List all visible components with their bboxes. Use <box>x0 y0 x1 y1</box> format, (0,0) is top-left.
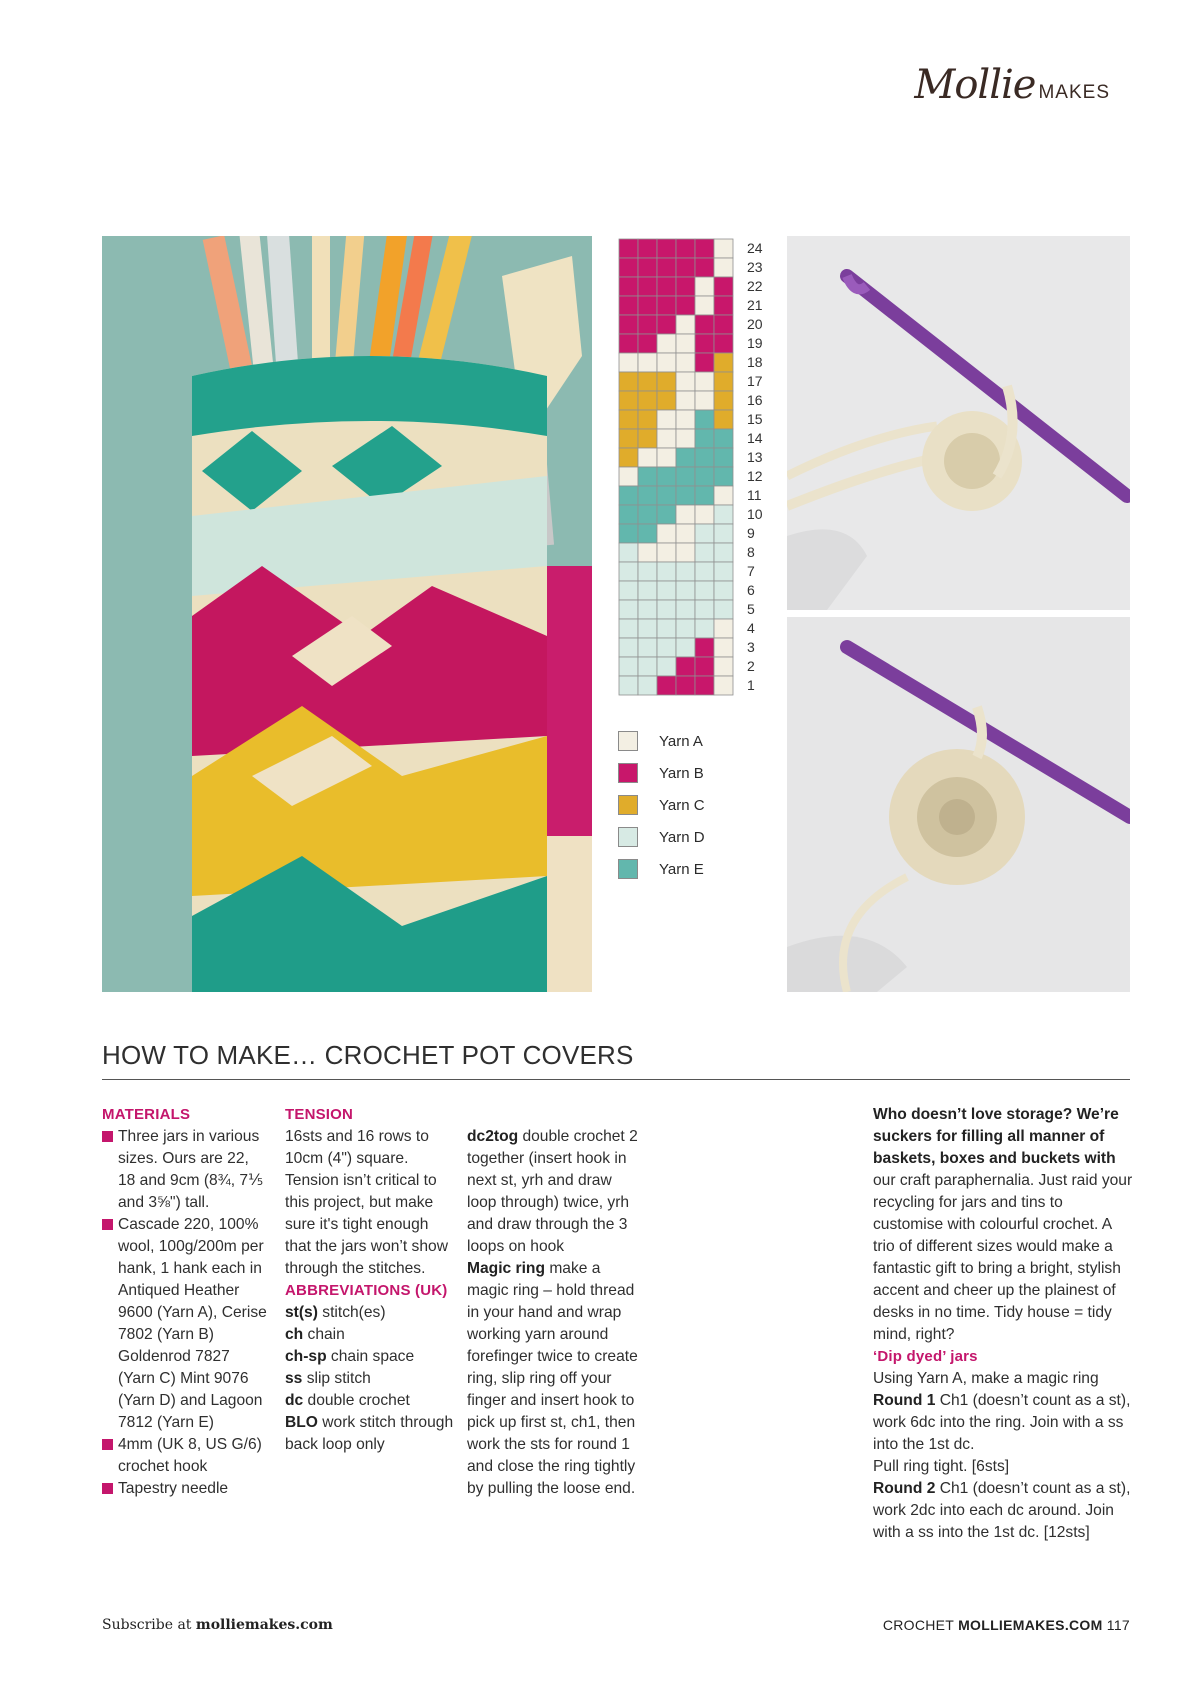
chart-cell <box>619 410 638 429</box>
chart-cell <box>619 657 638 676</box>
chart-cell <box>657 581 676 600</box>
chart-cell <box>714 277 733 296</box>
abbreviation-entry <box>467 1258 642 1500</box>
chart-cell <box>714 429 733 448</box>
chart-cell <box>657 239 676 258</box>
chart-cell <box>638 296 657 315</box>
chart-cell <box>714 410 733 429</box>
legend-item-yarn-b <box>618 757 705 789</box>
materials-item <box>102 1434 267 1478</box>
chart-cell <box>695 657 714 676</box>
footer-subscribe-prefix: Subscribe at <box>102 1617 196 1633</box>
abbreviation-term: dc2tog <box>467 1128 519 1145</box>
chart-cell <box>657 562 676 581</box>
chart-cell <box>695 467 714 486</box>
chart-cell <box>714 315 733 334</box>
legend-swatch <box>618 827 638 847</box>
chart-row-number: 5 <box>747 601 755 617</box>
abbreviation-entry <box>285 1412 455 1456</box>
chart-cell <box>638 410 657 429</box>
chart-cell <box>676 372 695 391</box>
legend-swatch <box>618 731 638 751</box>
chart-cell <box>638 505 657 524</box>
chart-row-number: 22 <box>747 278 763 294</box>
chart-cell <box>714 353 733 372</box>
chart-cell <box>657 353 676 372</box>
chart-cell <box>714 524 733 543</box>
abbreviation-term: BLO <box>285 1414 318 1431</box>
bullet-square-icon <box>102 1131 113 1142</box>
legend-label: Yarn C <box>659 796 705 814</box>
chart-cell <box>657 258 676 277</box>
chart-cell <box>714 657 733 676</box>
chart-cell <box>638 486 657 505</box>
chart-cell <box>638 676 657 695</box>
chart-cell <box>619 505 638 524</box>
chart-cell <box>714 258 733 277</box>
abbreviation-term: st(s) <box>285 1304 318 1321</box>
chart-row-number: 18 <box>747 354 763 370</box>
chart-cell <box>714 505 733 524</box>
chart-cell <box>638 277 657 296</box>
chart-cell <box>619 239 638 258</box>
chart-cell <box>714 638 733 657</box>
tension-abbreviations-column <box>285 1104 455 1456</box>
chart-cell <box>714 600 733 619</box>
bullet-square-icon <box>102 1439 113 1450</box>
chart-row-number: 12 <box>747 468 763 484</box>
chart-cell <box>619 467 638 486</box>
chart-cell <box>657 467 676 486</box>
legend-label: Yarn A <box>659 732 703 750</box>
legend-item-yarn-a <box>618 725 705 757</box>
abbreviation-definition: stitch(es) <box>317 1304 386 1321</box>
chart-row-number: 24 <box>747 240 763 256</box>
chart-cell <box>619 391 638 410</box>
materials-column <box>102 1104 267 1500</box>
crochet-jar-photo <box>102 236 592 992</box>
chart-cell <box>714 486 733 505</box>
chart-cell <box>638 524 657 543</box>
chart-cell <box>638 657 657 676</box>
chart-cell <box>695 581 714 600</box>
chart-cell <box>657 334 676 353</box>
abbreviations-continued-column <box>467 1126 642 1500</box>
footer-site[interactable]: MOLLIEMAKES.COM <box>958 1617 1103 1633</box>
round-label: Round 1 <box>873 1392 936 1409</box>
mollie-makes-logo <box>914 62 1110 108</box>
chart-cell <box>657 391 676 410</box>
chart-cell <box>695 258 714 277</box>
round-1-instruction <box>873 1390 1135 1456</box>
chart-cell <box>676 277 695 296</box>
chart-cell <box>619 334 638 353</box>
abbreviation-entry <box>285 1390 455 1412</box>
chart-cell <box>714 334 733 353</box>
chart-cell <box>695 296 714 315</box>
chart-cell <box>695 600 714 619</box>
chart-cell <box>619 296 638 315</box>
chart-row-number: 16 <box>747 392 763 408</box>
chart-cell <box>695 676 714 695</box>
chart-cell <box>676 486 695 505</box>
chart-cell <box>638 391 657 410</box>
chart-row-number: 21 <box>747 297 763 313</box>
chart-cell <box>676 524 695 543</box>
abbreviation-definition: make a magic ring – hold thread in your hand and wrap working yarn around forefinger twice to create ring, slip ring off your finger and insert hook to pick up first st, ch1, then work the sts for round 1 and close the ring tightly by pulling the loose end. <box>467 1260 638 1497</box>
bullet-square-icon <box>102 1483 113 1494</box>
chart-cell <box>695 505 714 524</box>
chart-cell <box>619 543 638 562</box>
abbreviation-entry <box>285 1368 455 1390</box>
chart-cell <box>676 467 695 486</box>
legend-swatch <box>618 763 638 783</box>
chart-cell <box>676 239 695 258</box>
chart-row-number: 3 <box>747 639 755 655</box>
materials-item-text: Tapestry needle <box>118 1480 229 1497</box>
chart-row-number: 4 <box>747 620 755 636</box>
chart-cell <box>619 277 638 296</box>
legend-label: Yarn D <box>659 828 705 846</box>
chart-cell <box>676 619 695 638</box>
chart-cell <box>695 334 714 353</box>
chart-cell <box>676 410 695 429</box>
abbreviations-heading: ABBREVIATIONS (UK) <box>285 1282 448 1299</box>
chart-cell <box>657 543 676 562</box>
chart-cell <box>676 638 695 657</box>
chart-cell <box>695 277 714 296</box>
chart-cell <box>695 391 714 410</box>
logo-makes: MAKES <box>1038 82 1110 103</box>
chart-cell <box>619 448 638 467</box>
legend-label: Yarn B <box>659 764 704 782</box>
chart-cell <box>676 562 695 581</box>
chart-cell <box>695 372 714 391</box>
chart-cell <box>657 296 676 315</box>
logo-script: Mollie <box>914 62 1036 108</box>
chart-cell <box>638 353 657 372</box>
chart-row-number: 11 <box>747 487 762 503</box>
chart-cell <box>695 429 714 448</box>
page-number: 117 <box>1102 1617 1130 1633</box>
chart-cell <box>638 448 657 467</box>
chart-cell <box>619 258 638 277</box>
chart-row-number: 17 <box>747 373 763 389</box>
instruction-line: Using Yarn A, make a magic ring <box>873 1370 1099 1387</box>
chart-cell <box>714 619 733 638</box>
footer-section: CROCHET <box>882 1617 959 1633</box>
footer-page-info <box>883 1617 1130 1633</box>
chart-cell <box>638 315 657 334</box>
round-2-instruction <box>873 1478 1135 1544</box>
materials-item <box>102 1478 267 1500</box>
chart-cell <box>676 429 695 448</box>
chart-cell <box>619 581 638 600</box>
chart-row-number: 9 <box>747 525 755 541</box>
magic-ring-step-photo-1 <box>787 236 1130 610</box>
materials-item <box>102 1214 267 1434</box>
chart-cell <box>619 353 638 372</box>
abbreviation-definition: chain space <box>326 1348 415 1365</box>
chart-cell <box>619 562 638 581</box>
chart-cell <box>676 296 695 315</box>
chart-cell <box>638 239 657 258</box>
chart-row-number: 6 <box>747 582 755 598</box>
chart-cell <box>714 448 733 467</box>
chart-cell <box>676 505 695 524</box>
abbreviation-definition: slip stitch <box>302 1370 371 1387</box>
legend-swatch <box>618 795 638 815</box>
chart-cell <box>619 600 638 619</box>
materials-heading: MATERIALS <box>102 1106 191 1123</box>
abbreviation-entry <box>285 1346 455 1368</box>
chart-cell <box>695 638 714 657</box>
chart-cell <box>619 429 638 448</box>
chart-cell <box>714 467 733 486</box>
chart-cell <box>638 429 657 448</box>
chart-cell <box>714 676 733 695</box>
chart-cell <box>657 277 676 296</box>
abbreviation-term: Magic ring <box>467 1260 545 1277</box>
chart-cell <box>638 638 657 657</box>
chart-cell <box>619 638 638 657</box>
chart-cell <box>638 467 657 486</box>
chart-cell <box>657 505 676 524</box>
footer-subscribe <box>102 1617 333 1633</box>
chart-cell <box>714 581 733 600</box>
chart-cell <box>619 619 638 638</box>
abbreviation-definition: chain <box>303 1326 345 1343</box>
chart-cell <box>638 258 657 277</box>
tension-text: 16sts and 16 rows to 10cm (4") square. Tension isn’t critical to this project, but make sure it's tight enough that the jars won’t show through the stitches. <box>285 1128 448 1277</box>
chart-legend <box>618 725 705 885</box>
intro-body: our craft paraphernalia. Just raid your recycling for jars and tins to customise with colourful crochet. A trio of different sizes would make a fantastic gift to bring a bright, stylish accent and cheer up the plainest of desks in no time. Tidy house = tidy mind, right? <box>873 1172 1133 1343</box>
round-text: Ch1 (doesn’t count as a st), work 2dc into each dc around. Join with a ss into the 1st dc. [12sts] <box>873 1480 1131 1541</box>
chart-cell <box>638 543 657 562</box>
chart-cell <box>695 448 714 467</box>
footer-subscribe-link[interactable]: molliemakes.com <box>195 1617 333 1633</box>
chart-cell <box>695 353 714 372</box>
abbreviation-entry <box>467 1126 642 1258</box>
chart-cell <box>714 372 733 391</box>
chart-row-number: 14 <box>747 430 763 446</box>
tension-heading: TENSION <box>285 1106 354 1123</box>
chart-cell <box>638 581 657 600</box>
chart-cell <box>619 315 638 334</box>
colour-chart-grid <box>618 238 778 698</box>
chart-cell <box>676 315 695 334</box>
abbreviation-term: ch <box>285 1326 304 1343</box>
chart-cell <box>676 448 695 467</box>
chart-cell <box>657 372 676 391</box>
chart-cell <box>657 410 676 429</box>
intro-lead: Who doesn’t love storage? We’re suckers for filling all manner of baskets, boxes and buckets with <box>873 1106 1119 1167</box>
chart-cell <box>695 410 714 429</box>
chart-cell <box>676 657 695 676</box>
intro-instructions-column <box>873 1104 1135 1544</box>
chart-cell <box>638 334 657 353</box>
abbreviation-term: ss <box>285 1370 303 1387</box>
chart-row-number: 13 <box>747 449 763 465</box>
chart-cell <box>638 562 657 581</box>
chart-cell <box>619 524 638 543</box>
round-label: Round 2 <box>873 1480 936 1497</box>
chart-cell <box>657 657 676 676</box>
chart-cell <box>619 486 638 505</box>
chart-row-number: 7 <box>747 563 755 579</box>
bullet-square-icon <box>102 1219 113 1230</box>
chart-cell <box>657 429 676 448</box>
chart-cell <box>676 258 695 277</box>
chart-row-number: 1 <box>747 677 755 693</box>
chart-row-number: 10 <box>747 506 763 522</box>
materials-item-text: Three jars in various sizes. Ours are 22, 18 and 9cm (8¾, 7⅕ and 3⅝") tall. <box>118 1128 264 1211</box>
dip-dyed-heading: ‘Dip dyed’ jars <box>873 1348 978 1365</box>
materials-item-text: Cascade 220, 100% wool, 100g/200m per hank, 1 hank each in Antiqued Heather 9600 (Yarn A), Cerise 7802 (Yarn B) Goldenrod 7827 (Yarn C) Mint 9076 (Yarn D) and Lagoon 7812 (Yarn E) <box>118 1216 267 1431</box>
chart-cell <box>714 296 733 315</box>
chart-row-number: 23 <box>747 259 763 275</box>
chart-cell <box>714 543 733 562</box>
chart-cell <box>695 619 714 638</box>
chart-cell <box>657 524 676 543</box>
chart-cell <box>676 600 695 619</box>
legend-item-yarn-e <box>618 853 705 885</box>
chart-cell <box>657 638 676 657</box>
chart-row-number: 2 <box>747 658 755 674</box>
chart-cell <box>714 239 733 258</box>
chart-cell <box>638 372 657 391</box>
chart-cell <box>657 486 676 505</box>
abbreviation-definition: double crochet <box>303 1392 410 1409</box>
abbreviation-entry <box>285 1324 455 1346</box>
materials-item <box>102 1126 267 1214</box>
chart-cell <box>676 543 695 562</box>
chart-row-number: 15 <box>747 411 763 427</box>
chart-cell <box>676 581 695 600</box>
legend-item-yarn-c <box>618 789 705 821</box>
chart-cell <box>638 600 657 619</box>
intro-paragraph <box>873 1104 1135 1346</box>
title-divider <box>102 1079 1130 1080</box>
legend-item-yarn-d <box>618 821 705 853</box>
abbreviation-term: ch-sp <box>285 1348 327 1365</box>
chart-cell <box>619 676 638 695</box>
chart-cell <box>676 334 695 353</box>
chart-cell <box>657 676 676 695</box>
chart-cell <box>714 562 733 581</box>
chart-cell <box>657 315 676 334</box>
chart-cell <box>695 543 714 562</box>
abbreviation-definition: work stitch through back loop only <box>285 1414 454 1453</box>
chart-cell <box>657 600 676 619</box>
chart-cell <box>676 353 695 372</box>
chart-row-number: 20 <box>747 316 763 332</box>
abbreviation-term: dc <box>285 1392 304 1409</box>
section-title: HOW TO MAKE… CROCHET POT COVERS <box>102 1040 634 1070</box>
abbreviation-definition: double crochet 2 together (insert hook in next st, yrh and draw loop through) twice, yrh and draw through the 3 loops on hook <box>467 1128 638 1255</box>
chart-cell <box>695 524 714 543</box>
legend-label: Yarn E <box>659 860 704 878</box>
chart-cell <box>676 676 695 695</box>
chart-row-number: 19 <box>747 335 763 351</box>
chart-cell <box>676 391 695 410</box>
materials-item-text: 4mm (UK 8, US G/6) crochet hook <box>118 1436 262 1475</box>
chart-cell <box>657 619 676 638</box>
magic-ring-step-photo-2 <box>787 617 1130 992</box>
chart-cell <box>638 619 657 638</box>
legend-swatch <box>618 859 638 879</box>
chart-cell <box>619 372 638 391</box>
colour-chart <box>618 238 778 698</box>
chart-cell <box>714 391 733 410</box>
chart-row-number: 8 <box>747 544 755 560</box>
chart-cell <box>695 315 714 334</box>
round-text: Ch1 (doesn’t count as a st), work 6dc into the ring. Join with a ss into the 1st dc. <box>873 1392 1131 1453</box>
chart-cell <box>695 239 714 258</box>
chart-cell <box>695 486 714 505</box>
abbreviation-entry <box>285 1302 455 1324</box>
chart-cell <box>657 448 676 467</box>
instruction-line: Pull ring tight. [6sts] <box>873 1458 1010 1475</box>
chart-cell <box>695 562 714 581</box>
